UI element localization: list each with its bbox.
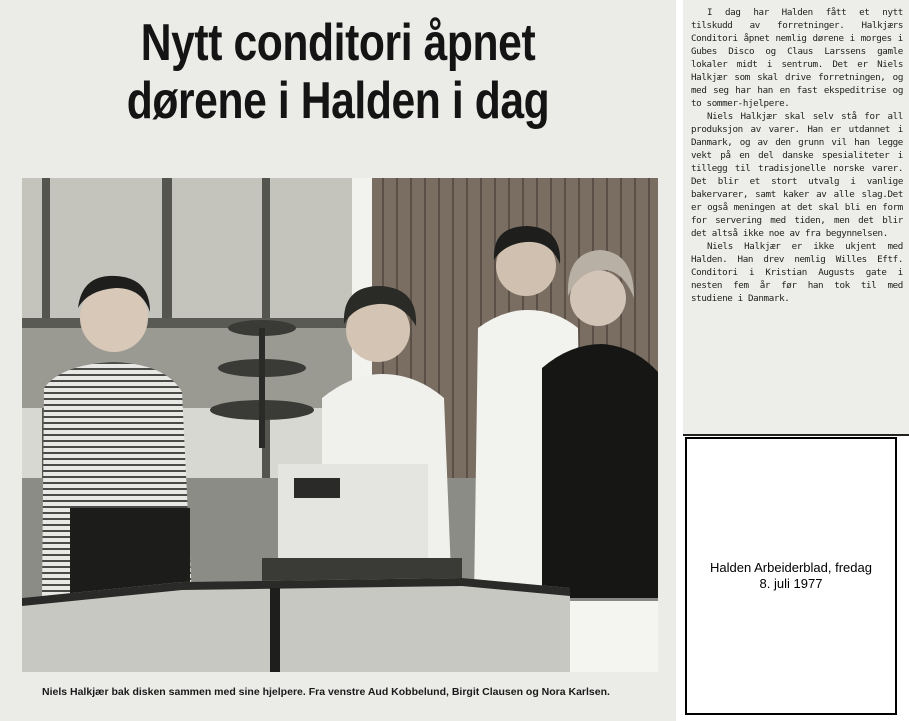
news-photo [22,178,658,672]
column-divider [677,0,682,436]
article-column [683,0,909,436]
source-label [710,560,872,592]
photo-illustration [22,178,658,672]
article-paragraph: Niels Halkjær er ikke ukjent med Halden. Han drev nemlig Willes Eftf. Conditori i Kristian Augusts gate i nesten fem år før han tok til med studiene i Danmark. [691,241,903,304]
source-publication: Halden Arbeiderblad, fredag [710,560,872,575]
source-date: 8. juli 1977 [759,576,823,591]
headline [85,14,590,130]
photo-caption: Niels Halkjær bak disken sammen med sine hjelpere. Fra venstre Aud Kobbelund, Birgit Clausen og Nora Karlsen. [42,686,610,698]
headline-line-2: dørene i Halden i dag [126,72,550,130]
article-paragraph: I dag har Halden fått et nytt tilskudd av forretninger. Halkjærs Conditori åpnet nemlig dørene i morges i Gubes Disco og Claus Larssens gamle lokaler midt i sentrum. Det er Niels Halkjær som skal drive forretningen, og med seg har han en fast ekspeditrise og to sommer-hjelpere. [691,7,903,109]
source-box [685,437,897,715]
headline-line-1: Nytt conditori åpnet [140,14,536,72]
article-paragraph: Niels Halkjær skal selv stå for all produksjon av varer. Han er utdannet i Danmark, og av den grunn vil han legge vekt på en del danske spesialiteter i tillegg til tradisjonelle norske varer. Det blir et stort utvalg i vanlige bakervarer, samt kaker av alle slag.Det er også meningen at det skal bli en form for servering med tiden, men det blir det altså ikke noe av fra begynnelsen. [691,111,903,239]
